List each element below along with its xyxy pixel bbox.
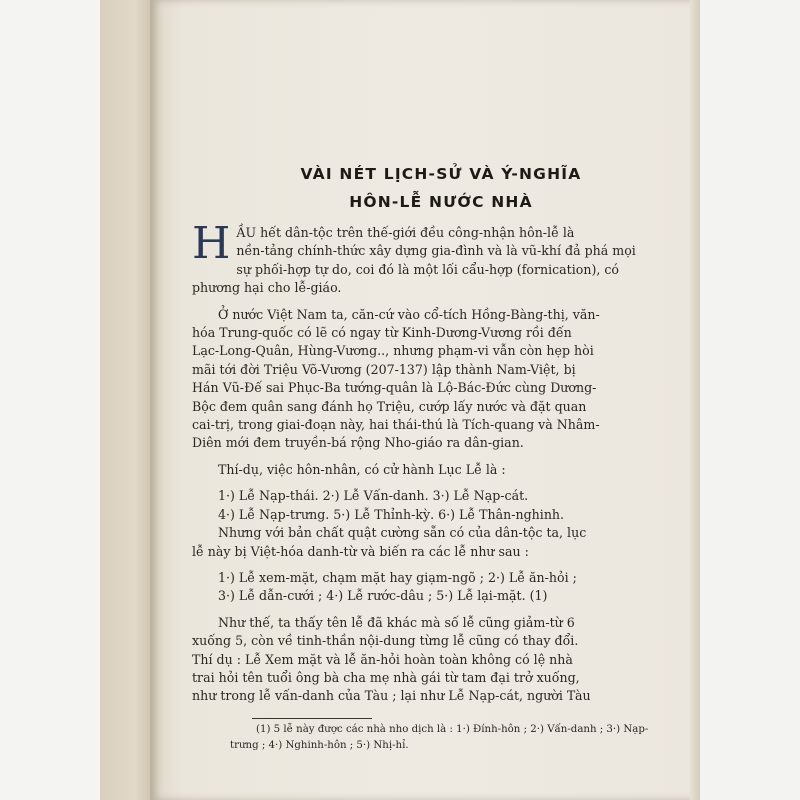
list-item: 3·) Lễ dẫn-cưới ; 4·) Lễ rước-dâu ; 5·) Lễ lại-mặt. (1) [218,588,548,604]
footnote-divider [252,718,372,719]
book-page [150,0,698,800]
chapter-title [192,160,690,216]
p1-line: sự phối-hợp tự do, coi đó là một lối cẩu-hợp (fornication), có [236,261,620,277]
p2-line: hóa Trung-quốc có lẽ có ngay từ Kinh-Dương-Vương rồi đến [192,325,572,341]
p1-line: phương hại cho lễ-giáo. [192,280,342,296]
chapter-title-line-2: HÔN-LỄ NƯỚC NHÀ [349,193,533,211]
paragraph-1 [192,218,690,298]
p2-line: cai-trị, trong giai-đoạn này, hai thái-thú là Tích-quang và Nhâm- [192,417,600,433]
page-edge-right [690,0,700,800]
p5-line: Như thế, ta thấy tên lễ đã khác mà số lễ cũng giảm-từ 6 [218,614,575,630]
p5-line: như trong lễ vấn-danh của Tàu ; lại như Lễ Nạp-cát, người Tàu [192,688,591,704]
p2-line: mãi tới đời Triệu Võ-Vương (207-137) lập thành Nam-Việt, bị [192,361,576,377]
list-item: 4·) Lễ Nạp-trưng. 5·) Lễ Thỉnh-kỳ. 6·) Lễ Thân-nghinh. [218,506,565,522]
footnote [230,722,690,754]
list-item: 1·) Lễ xem-mặt, chạm mặt hay giạm-ngõ ; 2·) Lễ ăn-hỏi ; [218,569,577,585]
chapter-title-line-1: VÀI NÉT LỊCH-SỬ VÀ Ý-NGHĨA [300,165,582,183]
six-rites-list [192,487,690,524]
p5-line: xuống 5, còn về tinh-thần nội-dung từng lễ cũng có thay đổi. [192,633,579,649]
list-item: 1·) Lễ Nạp-thái. 2·) Lễ Vấn-danh. 3·) Lễ Nạp-cát. [218,488,529,504]
background-right [698,0,800,800]
p1-line: ẦU hết dân-tộc trên thế-giới đều công-nhận hôn-lễ là [236,225,575,240]
paragraph-5 [192,614,690,706]
page-text [192,160,690,706]
five-rites-list [192,569,690,606]
p2-line: Lạc-Long-Quân, Hùng-Vương.., nhưng phạm-vi vẫn còn hẹp hòi [192,343,594,359]
p4-line: lễ này bị Việt-hóa danh-từ và biến ra các lễ như sau : [192,543,529,559]
p4-line: Nhưng với bản chất quật cường sẵn có của dân-tộc ta, lục [218,525,587,541]
p5-line: Thí dụ : Lễ Xem mặt và lễ ăn-hỏi hoàn toàn không có lệ nhà [192,651,573,667]
footnote-line: trưng ; 4·) Nghinh-hôn ; 5·) Nhị-hỉ. [230,740,409,751]
p5-line: trai hỏi tên tuổi ông bà cha mẹ nhà gái từ tam đại trở xuống, [192,669,580,685]
p2-line: Ở nước Việt Nam ta, căn-cứ vào cổ-tích Hồng-Bàng-thị, văn- [218,306,600,322]
p2-line: Bộc đem quân sang đánh họ Triệu, cướp lấy nước và đặt quan [192,398,587,414]
p1-line: nền-tảng chính-thức xây dựng gia-đình và là vũ-khí đả phá mọi [236,243,636,259]
paragraph-4 [192,524,690,561]
p2-line: Diên mới đem truyền-bá rộng Nho-giáo ra dân-gian. [192,435,524,451]
p2-line: Hán Vũ-Đế sai Phục-Ba tướng-quân là Lộ-Bác-Đức cùng Dương- [192,380,597,396]
footnote-line: (1) 5 lễ này được các nhà nho dịch là : 1·) Đính-hôn ; 2·) Vấn-danh ; 3·) Nạp- [256,724,649,735]
background-left [0,0,100,800]
paragraph-2 [192,306,690,453]
paragraph-3: Thí-dụ, việc hôn-nhân, có cử hành Lục Lễ là : [218,461,506,477]
drop-cap: H [192,218,231,269]
